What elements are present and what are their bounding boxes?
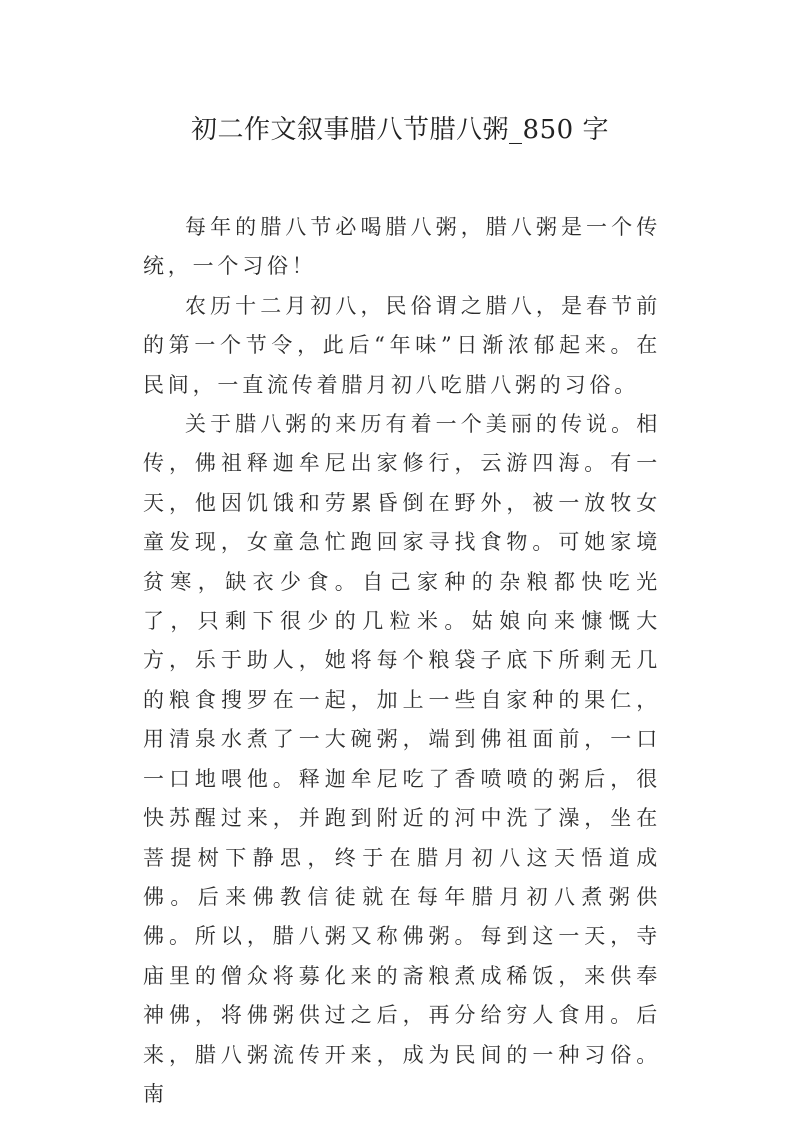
paragraph-2: 农历十二月初八，民俗谓之腊八，是春节前的第一个节令，此后“年味”日渐浓郁起来。在民间，一直流传着腊月初八吃腊八粥的习俗。 — [143, 293, 661, 397]
paragraph-3: 关于腊八粥的来历有着一个美丽的传说。相传，佛祖释迦牟尼出家修行，云游四海。有一天，他因饥饿和劳累昏倒在野外，被一放牧女童发现，女童急忙跑回家寻找食物。可她家境贫寒，缺衣少食。自己家种的杂粮都快吃光了，只剩下很少的几粒米。姑娘向来慷慨大方，乐于助人，她将每个粮袋子底下所剩无几的粮食搜罗在一起，加上一些自家种的果仁，用清泉水煮了一大碗粥，端到佛祖面前，一口一口地喂他。释迦牟尼吃了香喷喷的粥后，很快苏醒过来，并跑到附近的河中洗了澡，坐在菩提树下静思，终于在腊月初八这天悟道成佛。后来佛教信徒就在每年腊月初八煮粥供佛。所以，腊八粥又称佛粥。每到这一天，寺庙里的僧众将募化来的斋粮煮成稀饭，来供奉神佛，将佛粥供过之后，再分给穷人食用。后来，腊八粥流传开来，成为民间的一种习俗。南 — [143, 412, 661, 1106]
paragraph-1: 每年的腊八节必喝腊八粥，腊八粥是一个传统，一个习俗！ — [143, 215, 661, 279]
document-title: 初二作文叙事腊八节腊八粥_850 字 — [191, 115, 609, 145]
document-body — [143, 208, 661, 1114]
